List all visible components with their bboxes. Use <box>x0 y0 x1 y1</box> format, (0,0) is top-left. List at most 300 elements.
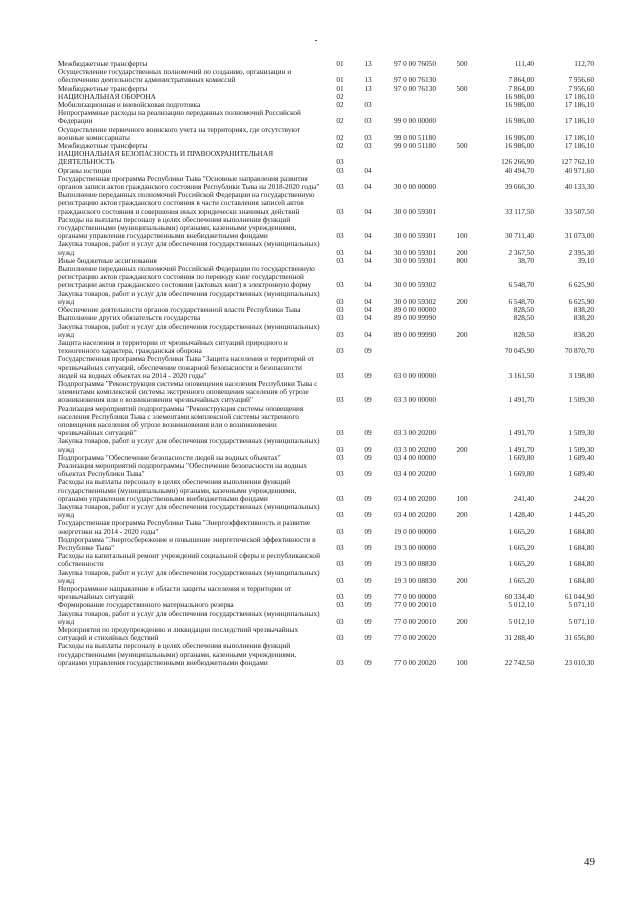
subsection-code: 09 <box>364 346 372 356</box>
subsection-code: 09 <box>364 469 372 479</box>
table-row <box>58 478 598 503</box>
subsection-code: 03 <box>364 116 372 126</box>
subsection-code: 04 <box>364 329 372 339</box>
expense-type: 100 <box>456 657 468 667</box>
amount-year1: 1 665,20 <box>508 526 534 536</box>
table-row <box>58 454 598 462</box>
table-row <box>58 167 598 175</box>
expense-type: 500 <box>456 142 468 151</box>
amount-year1: 1 665,20 <box>508 559 534 569</box>
target-article: 30 0 00 59301 <box>394 247 436 257</box>
subsection-code: 09 <box>364 510 372 520</box>
amount-year1: 828,50 <box>513 306 534 315</box>
table-row <box>58 93 598 101</box>
subsection-code: 04 <box>364 206 372 216</box>
amount-year2: 1 684,80 <box>568 542 594 552</box>
amount-year2: 17 186,10 <box>564 101 594 110</box>
row-name: Государственная программа Республики Тыва "Защита населения и территорий от чрезвычайных ситуаций, обеспечение пожарной безопасности и безопасности людей на водных объектах на 2014 - 2020 годы" <box>58 355 315 380</box>
amount-year2: 31 073,00 <box>564 231 594 241</box>
amount-year1: 5 012,10 <box>508 601 534 610</box>
amount-year2: 39,10 <box>577 256 594 265</box>
amount-year2: 17 186,10 <box>564 92 594 101</box>
section-code: 03 <box>336 493 344 503</box>
target-article: 89 0 00 99990 <box>394 329 436 339</box>
target-article: 03 3 00 20200 <box>394 444 436 454</box>
row-name: Межбюджетные трансферты <box>58 60 148 68</box>
subsection-code: 09 <box>364 575 372 585</box>
target-article: 30 0 00 59301 <box>394 256 436 265</box>
target-article: 30 0 00 59302 <box>394 280 436 290</box>
amount-year2: 7 956,60 <box>568 75 594 85</box>
amount-year2: 40 133,30 <box>564 182 594 192</box>
section-code: 03 <box>336 428 344 438</box>
subsection-code: 09 <box>364 395 372 405</box>
row-name: Обеспечение деятельности органов государственной власти Республики Тыва <box>58 306 301 315</box>
target-article: 77 0 00 20010 <box>394 601 436 610</box>
expense-type: 800 <box>456 256 468 265</box>
target-article: 19 3 00 00000 <box>394 542 436 552</box>
amount-year2: 7 956,60 <box>568 84 594 93</box>
table-row <box>58 85 598 93</box>
amount-year2: 1 509,30 <box>568 395 594 405</box>
table-row <box>58 601 598 609</box>
subsection-code <box>354 150 382 166</box>
table-row <box>58 306 598 314</box>
subsection-code: 09 <box>364 428 372 438</box>
page-number: 49 <box>584 856 595 868</box>
row-name: Подпрограмма "Обеспечение безопасности людей на водных объектах" <box>58 453 281 462</box>
expense-type <box>448 93 476 101</box>
amount-year2: 838,20 <box>573 314 594 323</box>
subsection-code: 09 <box>364 633 372 643</box>
table-row <box>58 109 598 125</box>
subsection-code: 09 <box>364 444 372 454</box>
amount-year2: 31 656,80 <box>564 633 594 643</box>
row-name: Мероприятия по предупреждению и ликвидации последствий чрезвычайных ситуаций и стихийных бедствий <box>58 626 299 643</box>
table-row <box>58 257 598 265</box>
amount-year1: 22 742,50 <box>504 657 534 667</box>
row-name: Выполнение переданных полномочий Российской Федерации на государственную регистрацию актов гражданского состояния в части составления записей актов гражданского состояния и совершения иных юридически значимых действий <box>58 191 315 216</box>
table-row <box>58 60 598 68</box>
row-name: Государственная программа Республики Тыва "Энергоэффективность и развитие энергетики на 2014 - 2020 годы" <box>58 519 311 536</box>
row-name: Межбюджетные трансферты <box>58 84 148 93</box>
target-article: 97 0 00 76130 <box>394 84 436 93</box>
expense-type: 200 <box>456 247 468 257</box>
expense-type <box>448 552 476 568</box>
amount-year1: 16 986,00 <box>504 101 534 110</box>
subsection-code: 04 <box>364 280 372 290</box>
amount-year1: 3 161,50 <box>508 370 534 380</box>
expense-type: 100 <box>456 493 468 503</box>
table-row <box>58 314 598 322</box>
section-code: 03 <box>336 633 344 643</box>
subsection-code: 13 <box>364 60 372 68</box>
amount-year1: 31 288,40 <box>504 633 534 643</box>
target-article <box>382 101 448 109</box>
expense-type: 200 <box>456 575 468 585</box>
table-row <box>58 462 598 478</box>
amount-year1: 828,50 <box>513 314 534 323</box>
table-row <box>58 626 598 642</box>
expense-type <box>448 585 476 601</box>
target-article: 30 0 00 59302 <box>394 296 436 306</box>
expense-type <box>448 380 476 405</box>
row-name: Осуществление первичного воинского учета на территориях, где отсутствуют военные комиссариаты <box>58 125 301 142</box>
amount-year2: 5 071,10 <box>568 601 594 610</box>
expense-type: 200 <box>456 510 468 520</box>
amount-year1: 7 864,00 <box>508 84 534 93</box>
amount-year1: 1 669,80 <box>508 453 534 462</box>
subsection-code: 09 <box>364 370 372 380</box>
expense-type <box>448 405 476 438</box>
table-row <box>58 536 598 552</box>
amount-year2: 40 971,60 <box>564 166 594 175</box>
expense-type <box>448 126 476 142</box>
target-article: 77 0 00 20020 <box>394 657 436 667</box>
table-row <box>58 405 598 438</box>
section-code: 03 <box>336 157 344 167</box>
row-name: Закупка товаров, работ и услуг для обеспечения государственных (муниципальных) нужд <box>58 568 320 585</box>
amount-year1: 1 491,70 <box>508 428 534 438</box>
subsection-code: 13 <box>364 84 372 93</box>
expense-type: 500 <box>456 60 468 68</box>
target-article: 03 4 00 20200 <box>394 469 436 479</box>
amount-year2: 1 509,30 <box>568 444 594 454</box>
table-row <box>58 610 598 626</box>
expense-type <box>448 339 476 355</box>
subsection-code: 04 <box>364 256 372 265</box>
expense-type: 200 <box>456 444 468 454</box>
expense-type <box>448 306 476 314</box>
row-name: Мобилизационная и вневойсковая подготовка <box>58 101 201 110</box>
amount-year2: 5 071,10 <box>568 616 594 626</box>
target-article: 77 0 00 00000 <box>394 592 436 602</box>
expense-type: 500 <box>456 84 468 93</box>
amount-year2: 6 625,90 <box>568 280 594 290</box>
subsection-code: 13 <box>364 75 372 85</box>
table-row <box>58 142 598 150</box>
row-name: Закупка товаров, работ и услуг для обеспечения государственных (муниципальных) нужд <box>58 289 320 306</box>
amount-year2: 1 689,40 <box>568 469 594 479</box>
row-name: Формирование государственного материального резерва <box>58 601 234 610</box>
scan-mark <box>315 40 317 41</box>
row-name: Непрограммное направление в области защиты населения и территории от чрезвычайных ситуаций <box>58 585 292 602</box>
target-article <box>382 167 448 175</box>
section-code: 03 <box>336 182 344 192</box>
amount-year2: 23 010,30 <box>564 657 594 667</box>
section-code: 03 <box>336 306 344 315</box>
row-name: Защита населения и территории от чрезвычайных ситуаций природного и техногенного характера, гражданская оборона <box>58 338 288 356</box>
amount-year1: 60 334,40 <box>504 592 534 602</box>
section-code: 03 <box>336 542 344 552</box>
amount-year2: 1 684,80 <box>568 575 594 585</box>
subsection-code: 04 <box>364 314 372 323</box>
table-row <box>58 150 598 166</box>
subsection-code: 04 <box>364 166 372 175</box>
row-name: Иные бюджетные ассигнования <box>58 256 157 265</box>
row-name: Закупка товаров, работ и услуг для обеспечения государственных (муниципальных) нужд <box>58 609 320 626</box>
amount-year1: 1 669,80 <box>508 469 534 479</box>
amount-year1: 1 665,20 <box>508 575 534 585</box>
budget-table <box>58 60 598 667</box>
expense-type <box>448 454 476 462</box>
section-code: 03 <box>336 280 344 290</box>
table-row <box>58 437 598 453</box>
target-article: 99 0 00 51180 <box>394 142 436 151</box>
table-row <box>58 585 598 601</box>
target-article: 03 4 00 00000 <box>394 453 436 462</box>
amount-year1: 16 986,00 <box>504 116 534 126</box>
expense-type <box>448 265 476 290</box>
row-name: Расходы на выплаты персоналу в целях обеспечения выполнения функций государственными (муниципальными) органами, казенными учреждениями, органами управления государственными внебюджетными фондами <box>58 642 297 667</box>
table-row <box>58 380 598 405</box>
subsection-code: 09 <box>364 453 372 462</box>
section-code: 01 <box>336 75 344 85</box>
subsection-code: 09 <box>364 542 372 552</box>
row-name: Государственная программа Республики Тыва "Основные направления развития органов записи актов гражданского состояния Республики Тыва на 2018-2020 годы" <box>58 174 320 192</box>
amount-year1: 38,70 <box>517 256 534 265</box>
expense-type: 200 <box>456 616 468 626</box>
row-name: Межбюджетные трансферты <box>58 142 148 151</box>
subsection-code: 09 <box>364 526 372 536</box>
subsection-code: 09 <box>364 559 372 569</box>
expense-type: 200 <box>456 296 468 306</box>
target-article <box>382 93 448 101</box>
row-name: НАЦИОНАЛЬНАЯ БЕЗОПАСНОСТЬ И ПРАВООХРАНИТЕЛЬНАЯ ДЕЯТЕЛЬНОСТЬ <box>58 150 274 167</box>
amount-year1: 828,50 <box>513 329 534 339</box>
amount-year2: 17 186,10 <box>564 132 594 142</box>
row-name: Расходы на выплаты персоналу в целях обеспечения выполнения функций государственными (муниципальными) органами, казенными учреждениями, органами управления государственными внебюджетными фондами <box>58 478 297 503</box>
row-name: Выполнение других обязательств государства <box>58 314 201 323</box>
section-code: 03 <box>336 346 344 356</box>
section-code: 03 <box>336 247 344 257</box>
amount-year1: 30 711,40 <box>505 231 534 241</box>
amount-year1: 16 986,00 <box>504 142 534 151</box>
table-row <box>58 265 598 290</box>
amount-year1: 126 266,90 <box>501 157 534 167</box>
amount-year2: 61 044,90 <box>564 592 594 602</box>
section-code: 03 <box>336 314 344 323</box>
row-name: Осуществление государственных полномочий по созданию, организации и обеспечению деятельности административных комиссий <box>58 68 292 85</box>
amount-year1: 70 045,90 <box>504 346 534 356</box>
subsection-code <box>354 93 382 101</box>
amount-year1: 40 494,70 <box>504 166 534 175</box>
subsection-code: 04 <box>364 296 372 306</box>
target-article <box>382 339 448 355</box>
amount-year2: 1 684,80 <box>568 526 594 536</box>
subsection-code: 04 <box>364 247 372 257</box>
row-name: НАЦИОНАЛЬНАЯ ОБОРОНА <box>58 92 156 101</box>
section-code: 03 <box>336 453 344 462</box>
section-code: 03 <box>336 575 344 585</box>
row-name: Органы юстиции <box>58 166 112 175</box>
section-code: 03 <box>336 296 344 306</box>
amount-year2: 1 684,80 <box>568 559 594 569</box>
row-name: Реализация мероприятий подпрограммы "Реконструкция системы оповещения населения Республики Тыва с элементами комплексной системы экстренного оповещения населения об угрозе возникновения или о возникновении чрезвычайных ситуаций" <box>58 404 304 438</box>
expense-type <box>448 462 476 478</box>
amount-year1: 39 666,30 <box>504 182 534 192</box>
amount-year1: 6 548,70 <box>508 280 534 290</box>
subsection-code: 09 <box>364 592 372 602</box>
amount-year1: 1 491,70 <box>508 444 534 454</box>
target-article: 03 4 00 20200 <box>394 493 436 503</box>
section-code: 03 <box>336 206 344 216</box>
section-code: 03 <box>336 559 344 569</box>
section-code: 03 <box>336 256 344 265</box>
amount-year2: 838,20 <box>573 329 594 339</box>
target-article <box>382 150 448 166</box>
expense-type <box>448 167 476 175</box>
section-code: 01 <box>336 60 344 68</box>
amount-year2: 3 198,80 <box>568 370 594 380</box>
row-name: Закупка товаров, работ и услуг для обеспечения государственных (муниципальных) нужд <box>58 240 320 257</box>
subsection-code: 09 <box>364 616 372 626</box>
table-row <box>58 503 598 519</box>
target-article: 30 0 00 00000 <box>394 182 436 192</box>
target-article: 97 0 00 76050 <box>394 60 436 68</box>
expense-type <box>448 175 476 191</box>
table-row <box>58 240 598 256</box>
amount-year1: 1 491,70 <box>508 395 534 405</box>
section-code: 03 <box>336 231 344 241</box>
table-row <box>58 101 598 109</box>
amount-year2: 838,20 <box>573 306 594 315</box>
subsection-code: 09 <box>364 657 372 667</box>
amount-year1: 1 428,40 <box>508 510 534 520</box>
amount-year1: 7 864,00 <box>508 75 534 85</box>
amount-year2: 33 507,50 <box>564 206 594 216</box>
expense-type: 200 <box>456 329 468 339</box>
target-article: 30 0 00 59301 <box>394 206 436 216</box>
expense-type <box>448 68 476 84</box>
section-code: 03 <box>336 444 344 454</box>
amount-year2: 112,70 <box>574 60 594 68</box>
expense-type <box>448 150 476 166</box>
table-row <box>58 323 598 339</box>
amount-year2: 17 186,10 <box>564 116 594 126</box>
subsection-code: 03 <box>364 142 372 151</box>
row-name: Выполнение переданных полномочий Российской Федерации по государственную регистрацию актов гражданского состояния по переводу книг государственной регистрации актов гражданского состояния (актовых книг) в электронную форму <box>58 265 315 290</box>
section-code: 02 <box>336 132 344 142</box>
subsection-code: 03 <box>364 101 372 110</box>
target-article: 77 0 00 20010 <box>394 616 436 626</box>
table-row <box>58 175 598 191</box>
expense-type <box>448 355 476 380</box>
row-name: Реализация мероприятий подпрограммы "Обеспечение безопасности на водных объектах Республики Тыва" <box>58 461 308 479</box>
expense-type <box>448 626 476 642</box>
amount-year1: 1 665,20 <box>508 542 534 552</box>
amount-year2: 127 762,10 <box>561 157 594 167</box>
row-name: Расходы на выплаты персоналу в целях обеспечения выполнения функций государственными (муниципальными) органами, казенными учреждениями, органами управления государственными внебюджетными фондами <box>58 215 297 241</box>
subsection-code: 04 <box>364 182 372 192</box>
expense-type: 100 <box>456 231 468 241</box>
section-code: 03 <box>336 329 344 339</box>
table-row <box>58 339 598 355</box>
table-row <box>58 290 598 306</box>
section-code: 03 <box>336 395 344 405</box>
amount-year2: 1 445,20 <box>568 510 594 520</box>
subsection-code: 03 <box>364 132 372 142</box>
amount-year2: 17 186,10 <box>564 142 594 151</box>
section-code: 03 <box>336 616 344 626</box>
subsection-code: 09 <box>364 601 372 610</box>
target-article: 30 0 00 59301 <box>394 231 436 241</box>
amount-year2: 70 870,70 <box>564 346 594 356</box>
table-row <box>58 519 598 535</box>
table-row <box>58 642 598 667</box>
table-row <box>58 355 598 380</box>
section-code: 03 <box>336 510 344 520</box>
section-code: 03 <box>336 166 344 175</box>
row-name: Расходы на капитальный ремонт учреждений социальной сферы и республиканской собственности <box>58 552 320 569</box>
amount-year1: 111,40 <box>514 60 534 68</box>
target-article: 97 0 00 76130 <box>394 75 436 85</box>
target-article: 03 0 00 00000 <box>394 370 436 380</box>
target-article: 19 3 00 08830 <box>394 575 436 585</box>
expense-type <box>448 109 476 125</box>
amount-year2: 6 625,90 <box>568 296 594 306</box>
section-code: 03 <box>336 592 344 602</box>
table-row <box>58 216 598 241</box>
target-article: 77 0 00 20020 <box>394 633 436 643</box>
target-article: 89 0 00 00000 <box>394 306 436 315</box>
expense-type <box>448 601 476 609</box>
section-code: 02 <box>336 142 344 151</box>
target-article: 19 0 00 00000 <box>394 526 436 536</box>
row-name: Подпрограмма "Реконструкция системы оповещения населения Республики Тыва с элементами комплексной системы экстренного оповещения населения об угрозе возникновения или о возникновении чрезвычайных ситуаций" <box>58 379 318 405</box>
amount-year2: 1 509,30 <box>568 428 594 438</box>
section-code: 03 <box>336 601 344 610</box>
section-code: 02 <box>336 101 344 110</box>
target-article: 99 0 00 51180 <box>394 132 436 142</box>
section-code: 03 <box>336 370 344 380</box>
amount-year1: 241,40 <box>513 493 534 503</box>
target-article: 99 0 00 00000 <box>394 116 436 126</box>
amount-year2: 244,20 <box>573 493 594 503</box>
amount-year1: 33 117,50 <box>505 206 534 216</box>
subsection-code: 04 <box>364 231 372 241</box>
expense-type <box>448 536 476 552</box>
table-row <box>58 569 598 585</box>
section-code: 02 <box>336 92 344 101</box>
amount-year2: 1 689,40 <box>568 453 594 462</box>
section-code: 03 <box>336 469 344 479</box>
row-name: Подпрограмма "Энергосбережение и повышение энергетической эффективности в Республике Тыва" <box>58 535 316 552</box>
table-row <box>58 552 598 568</box>
amount-year2: 2 395,30 <box>568 247 594 257</box>
row-name: Закупка товаров, работ и услуг для обеспечения государственных (муниципальных) нужд <box>58 322 320 339</box>
target-article: 03 4 00 20200 <box>394 510 436 520</box>
table-row <box>58 68 598 84</box>
section-code: 01 <box>336 84 344 93</box>
subsection-code: 09 <box>364 493 372 503</box>
target-article: 89 0 00 99990 <box>394 314 436 323</box>
amount-year1: 2 367,50 <box>508 247 534 257</box>
table-row <box>58 126 598 142</box>
section-code: 03 <box>336 526 344 536</box>
expense-type <box>448 101 476 109</box>
expense-type <box>448 314 476 322</box>
row-name: Непрограммные расходы на реализацию переданных полномочий Российской Федерации <box>58 109 301 126</box>
row-name: Закупка товаров, работ и услуг для обеспечения государственных (муниципальных) нужд <box>58 502 320 520</box>
target-article: 19 3 00 08830 <box>394 559 436 569</box>
amount-year1: 6 548,70 <box>508 296 534 306</box>
expense-type <box>448 191 476 216</box>
section-code: 03 <box>336 657 344 667</box>
amount-year1: 5 012,10 <box>508 616 534 626</box>
target-article: 03 3 00 00000 <box>394 395 436 405</box>
row-name: Закупка товаров, работ и услуг для обеспечения государственных (муниципальных) нужд <box>58 437 320 454</box>
